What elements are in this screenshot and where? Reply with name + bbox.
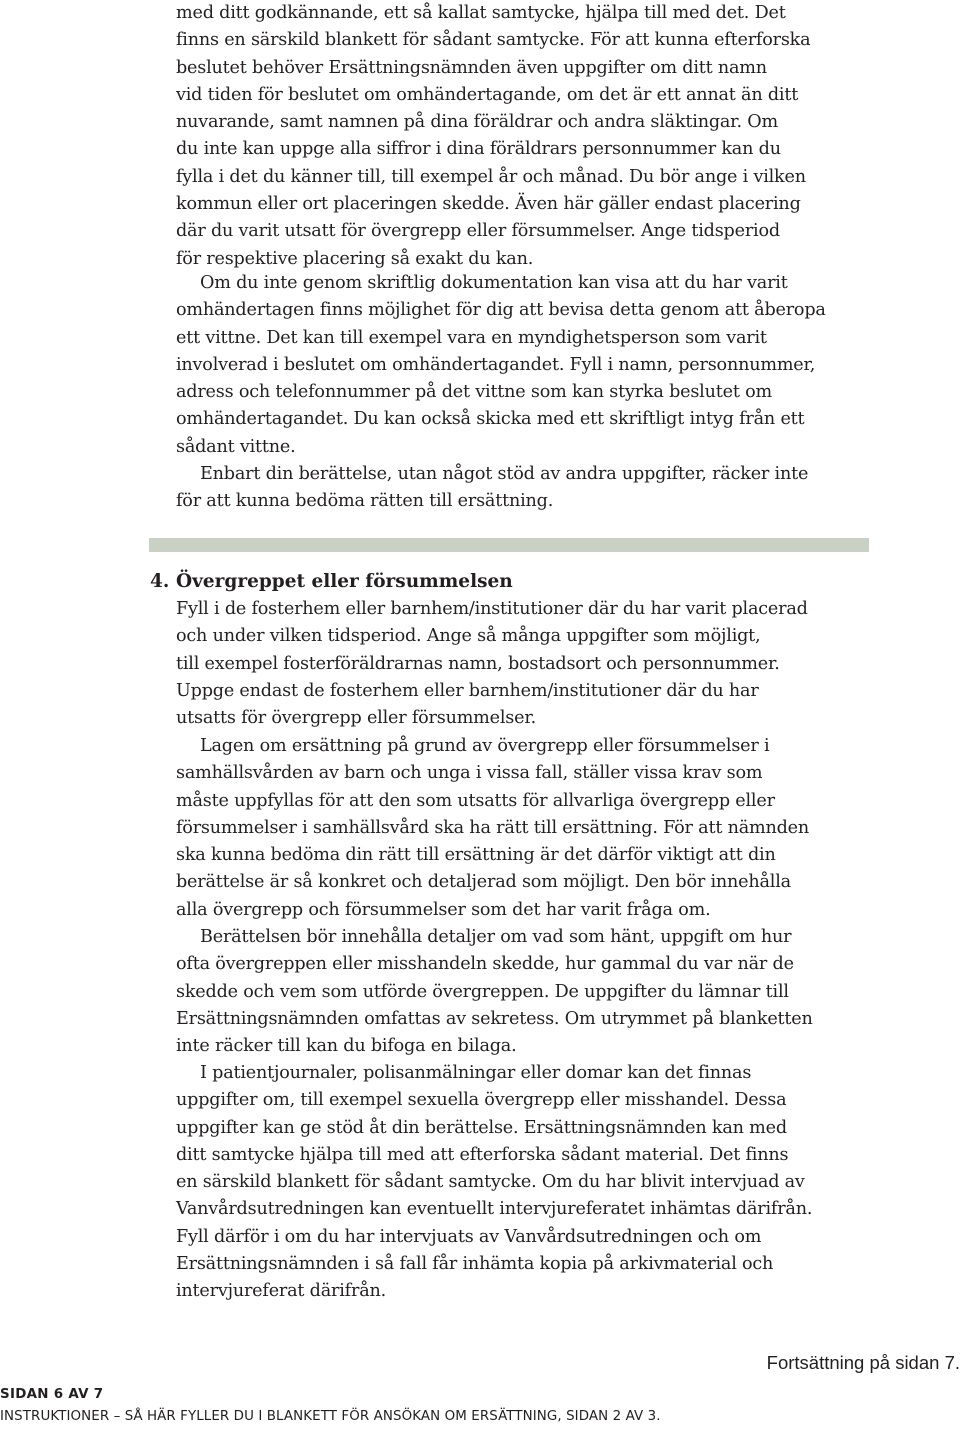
continuation-note: Fortsättning på sidan 7.	[766, 1352, 960, 1373]
body-paragraph: Lagen om ersättning på grund av övergrepp eller försummelser i samhällsvården av barn och unga i vissa fall, ställer vissa krav som måste uppfyllas för att den som utsatts för allvarliga övergrepp eller försummelser i samhällsvård ska ha rätt till ersättning. För att nämnden ska kunna bedöma din rätt till ersättning är det därför viktigt att din berättelse är så konkret och detaljerad som möjligt. Den bör innehålla alla övergrepp och försummelser som det har varit fråga om.	[176, 736, 810, 920]
section-heading	[150, 568, 513, 596]
body-paragraph: Om du inte genom skriftlig dokumentation kan visa att du har varit omhändertagen finns möjlighet för dig att bevisa detta genom att åberopa ett vittne. Det kan till exempel vara en myndighetsperson som varit involverad i beslutet om omhändertagandet. Fyll i namn, personnummer, adress och telefonnummer på det vittne som kan styrka beslutet om omhändertagandet. Du kan också skicka med ett skriftligt intyg från ett sådant vittne.	[176, 273, 826, 457]
body-paragraph: Berättelsen bör innehålla detaljer om vad som hänt, uppgift om hur ofta övergreppen eller misshandeln skedde, hur gammal du var när de skedde och vem som utförde övergreppen. De uppgifter du lämnar till Ersättningsnämnden omfattas av sekretess. Om utrymmet på blanketten inte räcker till kan du bifoga en bilaga.	[176, 927, 813, 1057]
body-paragraph: I patientjournaler, polisanmälningar eller domar kan det finnas uppgifter om, till exempel sexuella övergrepp eller misshandel. Dessa uppgifter kan ge stöd åt din berättelse. Ersättningsnämnden kan med ditt samtycke hjälpa till med att efterforska sådant material. Det finns en särskild blankett för sådant samtycke. Om du har blivit intervjuad av Vanvårdsutredningen kan eventuellt intervjureferatet inhämtas därifrån. Fyll därför i om du har intervjuats av Vanvårdsutredningen och om Ersättningsnämnden i så fall får inhämta kopia på arkivmaterial och intervjureferat därifrån.	[176, 1063, 813, 1302]
footer-page-number: SIDAN 6 AV 7	[0, 1387, 104, 1402]
section-title: Övergreppet eller försummelsen	[176, 571, 513, 592]
body-paragraph: Fyll i de fosterhem eller barnhem/institutioner där du har varit placerad och under vilken tidsperiod. Ange så många uppgifter som möjligt, till exempel fosterföräldrarnas namn, bostadsort och personnummer. Uppge endast de fosterhem eller barnhem/institutioner där du har utsatts för övergrepp eller försummelser.	[176, 599, 808, 729]
body-paragraph: Enbart din berättelse, utan något stöd av andra uppgifter, räcker inte för att kunna bedöma rätten till ersättning.	[176, 464, 809, 512]
section-number: 4.	[150, 571, 170, 592]
footer-document-title: INSTRUKTIONER – SÅ HÄR FYLLER DU I BLANKETT FÖR ANSÖKAN OM ERSÄTTNING, SIDAN 2 AV 3.	[0, 1409, 661, 1424]
section-divider	[149, 538, 869, 552]
body-paragraph: med ditt godkännande, ett så kallat samtycke, hjälpa till med det. Det finns en särskild blankett för sådant samtycke. För att kunna efterforska beslutet behöver Ersättningsnämnden även uppgifter om ditt namn vid tiden för beslutet om omhändertagande, om det är ett annat än ditt nuvarande, samt namnen på dina föräldrar och andra släktingar. Om du inte kan uppge alla siffror i dina föräldrars personnummer kan du fylla i det du känner till, till exempel år och månad. Du bör ange i vilken kommun eller ort placeringen skedde. Även här gäller endast placering där du varit utsatt för övergrepp eller försummelser. Ange tidsperiod för respektive placering så exakt du kan.	[176, 3, 811, 269]
